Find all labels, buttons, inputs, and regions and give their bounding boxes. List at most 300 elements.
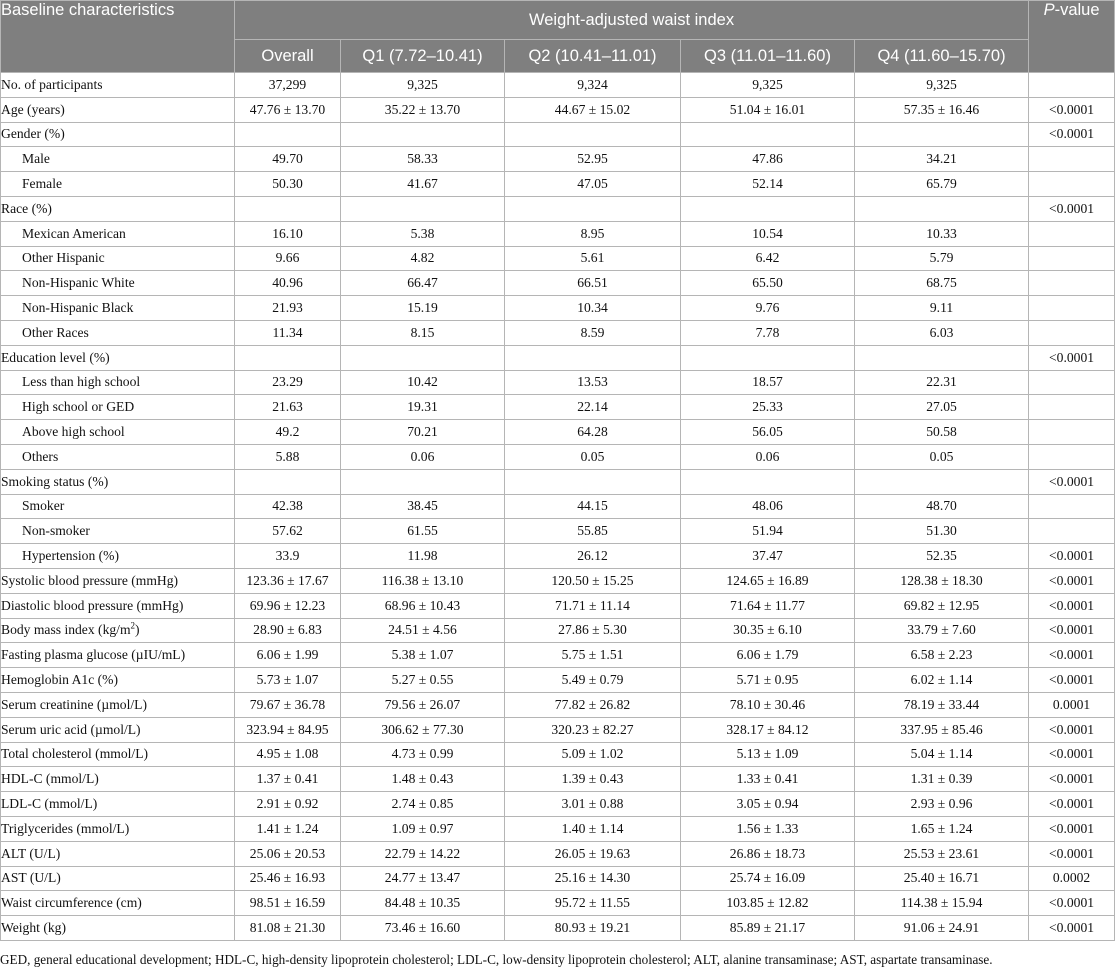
cell-p-value: 0.0002 <box>1029 866 1115 891</box>
row-label-text: Female <box>22 176 63 192</box>
cell-value: 25.53 ± 23.61 <box>855 841 1029 866</box>
cell-value: 124.65 ± 16.89 <box>681 568 855 593</box>
cell-value: 52.35 <box>855 544 1029 569</box>
cell-value: 80.93 ± 19.21 <box>505 916 681 941</box>
cell-p-value <box>1029 172 1115 197</box>
table-row <box>1 494 1115 519</box>
cell-value: 68.96 ± 10.43 <box>341 593 505 618</box>
cell-value: 6.03 <box>855 320 1029 345</box>
row-label-text: Systolic blood pressure (mmHg) <box>1 572 179 588</box>
cell-p-value: <0.0001 <box>1029 469 1115 494</box>
row-label <box>1 147 235 172</box>
table-row <box>1 147 1115 172</box>
cell-value: 11.34 <box>235 320 341 345</box>
cell-value: 81.08 ± 21.30 <box>235 916 341 941</box>
cell-value: 10.33 <box>855 221 1029 246</box>
cell-value: 66.51 <box>505 271 681 296</box>
cell-value: 69.82 ± 12.95 <box>855 593 1029 618</box>
row-label-text: Mexican American <box>22 225 126 241</box>
row-label <box>1 841 235 866</box>
cell-value: 2.93 ± 0.96 <box>855 792 1029 817</box>
cell-value: 10.34 <box>505 296 681 321</box>
row-label-text: Male <box>22 151 50 167</box>
cell-value: 91.06 ± 24.91 <box>855 916 1029 941</box>
cell-value: 5.73 ± 1.07 <box>235 668 341 693</box>
cell-p-value: <0.0001 <box>1029 593 1115 618</box>
cell-value: 1.65 ± 1.24 <box>855 816 1029 841</box>
row-label-text: Age (years) <box>1 101 65 117</box>
cell-value: 0.06 <box>341 444 505 469</box>
row-label <box>1 395 235 420</box>
table-row <box>1 221 1115 246</box>
cell-value <box>505 469 681 494</box>
cell-value: 1.48 ± 0.43 <box>341 767 505 792</box>
table-row <box>1 97 1115 122</box>
cell-value: 30.35 ± 6.10 <box>681 618 855 643</box>
cell-value: 1.31 ± 0.39 <box>855 767 1029 792</box>
row-label-text: Hemoglobin A1c (%) <box>1 672 119 688</box>
cell-p-value <box>1029 370 1115 395</box>
table-body <box>1 73 1115 941</box>
cell-value <box>341 345 505 370</box>
cell-p-value: <0.0001 <box>1029 97 1115 122</box>
row-label <box>1 345 235 370</box>
cell-value: 337.95 ± 85.46 <box>855 717 1029 742</box>
row-label <box>1 717 235 742</box>
cell-value: 25.06 ± 20.53 <box>235 841 341 866</box>
cell-value: 6.06 ± 1.79 <box>681 643 855 668</box>
table-row <box>1 717 1115 742</box>
row-label <box>1 692 235 717</box>
cell-value: 1.39 ± 0.43 <box>505 767 681 792</box>
cell-value: 28.90 ± 6.83 <box>235 618 341 643</box>
row-label <box>1 593 235 618</box>
cell-value <box>855 345 1029 370</box>
cell-value: 49.2 <box>235 420 341 445</box>
cell-value: 0.06 <box>681 444 855 469</box>
row-label-text: LDL-C (mmol/L) <box>1 796 98 811</box>
cell-value: 34.21 <box>855 147 1029 172</box>
row-label-text: Smoker <box>22 498 65 514</box>
table-row <box>1 668 1115 693</box>
cell-value: 61.55 <box>341 519 505 544</box>
cell-value: 42.38 <box>235 494 341 519</box>
cell-value: 25.40 ± 16.71 <box>855 866 1029 891</box>
p-value-italic: P <box>1043 1 1055 19</box>
table-row <box>1 841 1115 866</box>
cell-value: 116.38 ± 13.10 <box>341 568 505 593</box>
cell-value: 41.67 <box>341 172 505 197</box>
cell-value: 79.56 ± 26.07 <box>341 692 505 717</box>
cell-value: 4.95 ± 1.08 <box>235 742 341 767</box>
cell-value: 47.76 ± 13.70 <box>235 97 341 122</box>
cell-value: 5.61 <box>505 246 681 271</box>
cell-p-value <box>1029 420 1115 445</box>
row-label-text: Non-Hispanic White <box>22 275 135 291</box>
cell-value <box>505 122 681 147</box>
row-label <box>1 916 235 941</box>
cell-value: 0.05 <box>505 444 681 469</box>
row-label-text: Serum creatinine (µmol/L) <box>1 696 147 712</box>
cell-value: 320.23 ± 82.27 <box>505 717 681 742</box>
cell-value: 6.42 <box>681 246 855 271</box>
row-label-text: High school or GED <box>22 399 135 415</box>
column-header-q4: Q4 (11.60–15.70) <box>855 40 1029 73</box>
cell-value: 1.41 ± 1.24 <box>235 816 341 841</box>
cell-value: 13.53 <box>505 370 681 395</box>
cell-value: 78.10 ± 30.46 <box>681 692 855 717</box>
cell-value: 33.79 ± 7.60 <box>855 618 1029 643</box>
cell-value: 9,325 <box>681 73 855 98</box>
table-row <box>1 370 1115 395</box>
cell-p-value <box>1029 221 1115 246</box>
cell-p-value: 0.0001 <box>1029 692 1115 717</box>
cell-value: 51.94 <box>681 519 855 544</box>
row-label <box>1 97 235 122</box>
table-row <box>1 345 1115 370</box>
cell-p-value: <0.0001 <box>1029 618 1115 643</box>
row-label <box>1 668 235 693</box>
cell-value: 48.06 <box>681 494 855 519</box>
cell-value <box>855 122 1029 147</box>
row-label <box>1 866 235 891</box>
cell-value: 26.86 ± 18.73 <box>681 841 855 866</box>
cell-value: 38.45 <box>341 494 505 519</box>
cell-p-value <box>1029 444 1115 469</box>
cell-value: 9.11 <box>855 296 1029 321</box>
row-label-text: No. of participants <box>1 76 103 92</box>
column-header-overall: Overall <box>235 40 341 73</box>
cell-p-value: <0.0001 <box>1029 891 1115 916</box>
cell-value: 78.19 ± 33.44 <box>855 692 1029 717</box>
cell-p-value <box>1029 147 1115 172</box>
row-label-text: Race (%) <box>1 200 52 216</box>
cell-value <box>235 196 341 221</box>
table-row <box>1 320 1115 345</box>
cell-value: 24.51 ± 4.56 <box>341 618 505 643</box>
cell-p-value: <0.0001 <box>1029 767 1115 792</box>
cell-value: 21.93 <box>235 296 341 321</box>
row-label <box>1 494 235 519</box>
cell-value <box>341 196 505 221</box>
cell-value: 323.94 ± 84.95 <box>235 717 341 742</box>
row-label-text: Non-smoker <box>22 523 90 539</box>
cell-p-value: <0.0001 <box>1029 668 1115 693</box>
cell-value: 37.47 <box>681 544 855 569</box>
cell-value: 21.63 <box>235 395 341 420</box>
cell-value: 3.01 ± 0.88 <box>505 792 681 817</box>
cell-value: 5.79 <box>855 246 1029 271</box>
cell-value: 47.86 <box>681 147 855 172</box>
cell-value: 49.70 <box>235 147 341 172</box>
cell-value: 33.9 <box>235 544 341 569</box>
row-label <box>1 196 235 221</box>
cell-value: 5.75 ± 1.51 <box>505 643 681 668</box>
table-row <box>1 767 1115 792</box>
row-label-text: Waist circumference (cm) <box>1 895 142 911</box>
row-label <box>1 420 235 445</box>
row-label-text: Less than high school <box>22 374 141 390</box>
cell-value: 25.46 ± 16.93 <box>235 866 341 891</box>
cell-value: 48.70 <box>855 494 1029 519</box>
row-label <box>1 544 235 569</box>
cell-value: 40.96 <box>235 271 341 296</box>
row-label <box>1 73 235 98</box>
row-label-text: Triglycerides (mmol/L) <box>1 820 130 836</box>
row-label <box>1 221 235 246</box>
table-row <box>1 593 1115 618</box>
cell-value <box>681 345 855 370</box>
cell-value: 70.21 <box>341 420 505 445</box>
cell-value: 95.72 ± 11.55 <box>505 891 681 916</box>
cell-value: 77.82 ± 26.82 <box>505 692 681 717</box>
table-row <box>1 618 1115 643</box>
table-row <box>1 196 1115 221</box>
cell-value: 65.79 <box>855 172 1029 197</box>
row-label-text: Hypertension (%) <box>22 548 120 564</box>
row-label <box>1 891 235 916</box>
row-label <box>1 742 235 767</box>
cell-value: 24.77 ± 13.47 <box>341 866 505 891</box>
cell-value: 5.38 <box>341 221 505 246</box>
cell-value: 68.75 <box>855 271 1029 296</box>
cell-value: 35.22 ± 13.70 <box>341 97 505 122</box>
cell-value: 22.79 ± 14.22 <box>341 841 505 866</box>
row-label <box>1 444 235 469</box>
cell-p-value <box>1029 519 1115 544</box>
p-value-rest: -value <box>1054 1 1100 19</box>
cell-value: 306.62 ± 77.30 <box>341 717 505 742</box>
cell-p-value: <0.0001 <box>1029 544 1115 569</box>
cell-value: 51.04 ± 16.01 <box>681 97 855 122</box>
cell-value <box>235 345 341 370</box>
cell-value: 6.58 ± 2.23 <box>855 643 1029 668</box>
baseline-characteristics-header: Baseline characteristics <box>1 1 235 73</box>
cell-value: 52.95 <box>505 147 681 172</box>
cell-p-value: <0.0001 <box>1029 841 1115 866</box>
cell-value: 6.06 ± 1.99 <box>235 643 341 668</box>
cell-value: 1.37 ± 0.41 <box>235 767 341 792</box>
row-label <box>1 246 235 271</box>
table-row <box>1 643 1115 668</box>
cell-value: 5.13 ± 1.09 <box>681 742 855 767</box>
cell-p-value: <0.0001 <box>1029 345 1115 370</box>
cell-value: 19.31 <box>341 395 505 420</box>
cell-value: 26.05 ± 19.63 <box>505 841 681 866</box>
cell-value: 9.66 <box>235 246 341 271</box>
table-row <box>1 544 1115 569</box>
cell-value: 9,325 <box>341 73 505 98</box>
cell-p-value <box>1029 320 1115 345</box>
column-header-q3: Q3 (11.01–11.60) <box>681 40 855 73</box>
cell-value: 6.02 ± 1.14 <box>855 668 1029 693</box>
cell-p-value: <0.0001 <box>1029 717 1115 742</box>
cell-value <box>341 469 505 494</box>
cell-value: 98.51 ± 16.59 <box>235 891 341 916</box>
table-row <box>1 296 1115 321</box>
row-label <box>1 643 235 668</box>
cell-value <box>505 196 681 221</box>
cell-value <box>505 345 681 370</box>
cell-value: 8.95 <box>505 221 681 246</box>
cell-value: 58.33 <box>341 147 505 172</box>
cell-p-value: <0.0001 <box>1029 742 1115 767</box>
cell-value: 51.30 <box>855 519 1029 544</box>
cell-value: 22.14 <box>505 395 681 420</box>
cell-p-value <box>1029 494 1115 519</box>
row-label <box>1 767 235 792</box>
row-label-text: Above high school <box>22 424 125 440</box>
cell-value <box>681 122 855 147</box>
row-label <box>1 469 235 494</box>
table-row <box>1 792 1115 817</box>
row-label <box>1 296 235 321</box>
cell-value: 128.38 ± 18.30 <box>855 568 1029 593</box>
table-footnote: GED, general educational development; HDL-C, high-density lipoprotein cholesterol; LDL-C, low-density lipoprotein cholesterol; ALT, alanine transaminase; AST, aspartate transaminase. <box>0 952 993 967</box>
cell-p-value: <0.0001 <box>1029 122 1115 147</box>
cell-value: 65.50 <box>681 271 855 296</box>
cell-value: 11.98 <box>341 544 505 569</box>
row-label-text: Total cholesterol (mmol/L) <box>1 746 149 762</box>
row-label <box>1 122 235 147</box>
cell-value: 5.49 ± 0.79 <box>505 668 681 693</box>
row-label <box>1 618 235 643</box>
cell-value: 1.56 ± 1.33 <box>681 816 855 841</box>
table-row <box>1 742 1115 767</box>
cell-value: 15.19 <box>341 296 505 321</box>
table-row <box>1 568 1115 593</box>
cell-value: 9.76 <box>681 296 855 321</box>
cell-p-value: <0.0001 <box>1029 792 1115 817</box>
cell-value: 1.40 ± 1.14 <box>505 816 681 841</box>
cell-value: 5.88 <box>235 444 341 469</box>
cell-value <box>855 196 1029 221</box>
row-label-superscript: 2 <box>130 620 136 631</box>
row-label <box>1 816 235 841</box>
cell-value: 5.38 ± 1.07 <box>341 643 505 668</box>
cell-value: 79.67 ± 36.78 <box>235 692 341 717</box>
cell-value: 123.36 ± 17.67 <box>235 568 341 593</box>
row-label <box>1 568 235 593</box>
row-label-text: Weight (kg) <box>1 919 66 935</box>
column-header-q1: Q1 (7.72–10.41) <box>341 40 505 73</box>
cell-value <box>235 469 341 494</box>
table-row <box>1 469 1115 494</box>
row-label-text: HDL-C (mmol/L) <box>1 771 99 787</box>
cell-value: 22.31 <box>855 370 1029 395</box>
row-label-text: Other Races <box>22 324 89 340</box>
cell-value: 37,299 <box>235 73 341 98</box>
cell-value: 10.42 <box>341 370 505 395</box>
cell-value: 328.17 ± 84.12 <box>681 717 855 742</box>
cell-p-value: <0.0001 <box>1029 643 1115 668</box>
cell-value: 57.62 <box>235 519 341 544</box>
cell-value: 55.85 <box>505 519 681 544</box>
row-label-text: ALT (U/L) <box>1 845 61 861</box>
table-row <box>1 246 1115 271</box>
cell-value: 5.04 ± 1.14 <box>855 742 1029 767</box>
cell-value: 103.85 ± 12.82 <box>681 891 855 916</box>
cell-value: 44.15 <box>505 494 681 519</box>
column-header-q2: Q2 (10.41–11.01) <box>505 40 681 73</box>
table-row <box>1 444 1115 469</box>
cell-value: 2.91 ± 0.92 <box>235 792 341 817</box>
cell-value: 52.14 <box>681 172 855 197</box>
cell-value: 120.50 ± 15.25 <box>505 568 681 593</box>
cell-value: 50.58 <box>855 420 1029 445</box>
table-row <box>1 420 1115 445</box>
cell-value: 57.35 ± 16.46 <box>855 97 1029 122</box>
cell-p-value <box>1029 73 1115 98</box>
cell-value: 1.33 ± 0.41 <box>681 767 855 792</box>
cell-value: 4.82 <box>341 246 505 271</box>
cell-value <box>341 122 505 147</box>
cell-value: 64.28 <box>505 420 681 445</box>
cell-value: 8.15 <box>341 320 505 345</box>
cell-value: 5.27 ± 0.55 <box>341 668 505 693</box>
cell-value: 25.16 ± 14.30 <box>505 866 681 891</box>
cell-value: 16.10 <box>235 221 341 246</box>
cell-value: 8.59 <box>505 320 681 345</box>
row-label-text: Others <box>22 448 59 464</box>
row-label-text: Non-Hispanic Black <box>22 300 134 316</box>
row-label-text: AST (U/L) <box>1 870 61 886</box>
cell-value: 7.78 <box>681 320 855 345</box>
row-label-text: Other Hispanic <box>22 250 105 266</box>
cell-value <box>681 196 855 221</box>
row-label-text: Education level (%) <box>1 349 110 365</box>
cell-value: 69.96 ± 12.23 <box>235 593 341 618</box>
cell-value: 84.48 ± 10.35 <box>341 891 505 916</box>
table-row <box>1 73 1115 98</box>
cell-value: 18.57 <box>681 370 855 395</box>
cell-value <box>235 122 341 147</box>
cell-value: 73.46 ± 16.60 <box>341 916 505 941</box>
row-label-text: Smoking status (%) <box>1 473 109 489</box>
cell-value: 66.47 <box>341 271 505 296</box>
row-label-text: Body mass index (kg/m <box>1 622 131 638</box>
cell-value: 44.67 ± 15.02 <box>505 97 681 122</box>
cell-value: 25.74 ± 16.09 <box>681 866 855 891</box>
cell-value: 71.64 ± 11.77 <box>681 593 855 618</box>
row-label <box>1 172 235 197</box>
cell-value: 5.71 ± 0.95 <box>681 668 855 693</box>
cell-p-value <box>1029 395 1115 420</box>
cell-value: 56.05 <box>681 420 855 445</box>
cell-value: 2.74 ± 0.85 <box>341 792 505 817</box>
row-label-text: Fasting plasma glucose (µIU/mL) <box>1 647 186 663</box>
cell-p-value: <0.0001 <box>1029 196 1115 221</box>
cell-value: 27.86 ± 5.30 <box>505 618 681 643</box>
table-row <box>1 816 1115 841</box>
cell-p-value <box>1029 271 1115 296</box>
row-label-text: Serum uric acid (µmol/L) <box>1 721 141 737</box>
cell-value: 47.05 <box>505 172 681 197</box>
table-row <box>1 866 1115 891</box>
cell-value: 25.33 <box>681 395 855 420</box>
row-label <box>1 370 235 395</box>
cell-value: 85.89 ± 21.17 <box>681 916 855 941</box>
group-title-header: Weight-adjusted waist index <box>235 1 1029 40</box>
cell-value: 10.54 <box>681 221 855 246</box>
cell-value: 23.29 <box>235 370 341 395</box>
cell-p-value <box>1029 246 1115 271</box>
cell-value: 27.05 <box>855 395 1029 420</box>
p-value-header <box>1029 1 1115 73</box>
cell-value: 4.73 ± 0.99 <box>341 742 505 767</box>
cell-value: 26.12 <box>505 544 681 569</box>
table-row <box>1 519 1115 544</box>
